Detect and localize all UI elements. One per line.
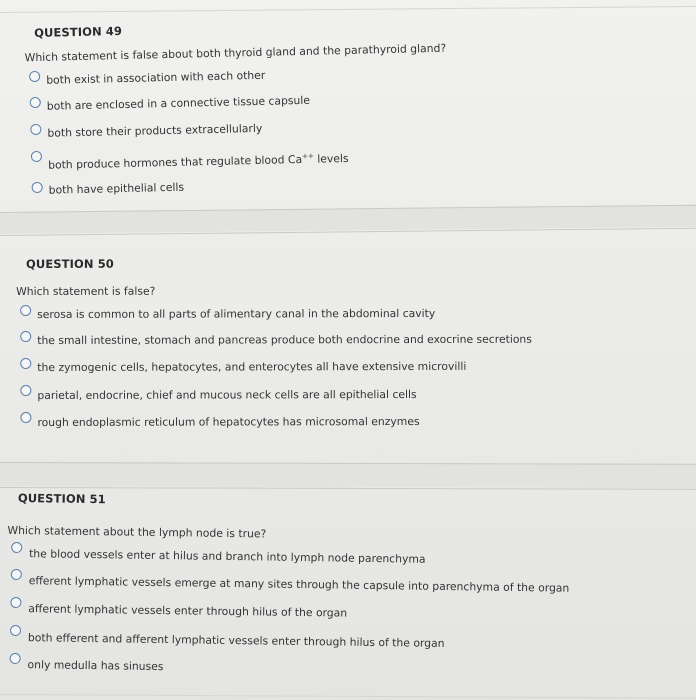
radio-button[interactable]	[20, 305, 31, 316]
radio-button[interactable]	[20, 358, 31, 369]
answer-option[interactable]	[20, 303, 532, 330]
radio-button[interactable]	[20, 412, 31, 423]
answer-text: both have epithelial cells	[48, 180, 185, 197]
answer-text: rough endoplasmic reticulum of hepatocytes has microsomal enzymes	[37, 414, 420, 429]
answer-text: both exist in association with each other	[46, 68, 266, 87]
radio-button[interactable]	[20, 385, 31, 396]
answer-text: both are enclosed in a connective tissue capsule	[46, 93, 311, 113]
question-prompt: Which statement is false?	[16, 284, 156, 299]
top-divider	[0, 6, 696, 13]
question-50	[16, 256, 532, 437]
answer-text: both store their products extracellularly	[47, 121, 263, 140]
radio-button[interactable]	[30, 124, 41, 135]
answer-text: both efferent and afferent lymphatic vessels enter through hilus of the organ	[27, 631, 445, 650]
radio-button[interactable]	[11, 542, 22, 553]
answer-text: the small intestine, stomach and pancreas produce both endocrine and exocrine secretions	[37, 332, 532, 347]
radio-button[interactable]	[29, 71, 40, 82]
answer-text-main: both produce hormones that regulate blood Ca	[48, 152, 303, 172]
answer-text: parietal, endocrine, chief and mucous neck cells are all epithelial cells	[37, 387, 417, 402]
radio-button[interactable]	[11, 569, 22, 580]
answer-text: the blood vessels enter at hilus and branch into lymph node parenchyma	[29, 547, 426, 566]
answer-text: afferent lymphatic vessels enter through hilus of the organ	[28, 602, 348, 620]
question-49	[24, 17, 449, 206]
answer-option[interactable]	[20, 329, 532, 357]
answer-text: efferent lymphatic vessels emerge at many sites through the capsule into parenchyma of the organ	[28, 574, 570, 595]
radio-button[interactable]	[30, 97, 41, 108]
question-title: QUESTION 51	[17, 491, 106, 507]
radio-button[interactable]	[32, 182, 43, 193]
answer-option[interactable]	[20, 356, 532, 384]
separator-band-2	[0, 462, 696, 488]
question-51	[7, 491, 570, 686]
question-prompt: Which statement is false about both thyroid gland and the parathyroid gland?	[24, 41, 447, 65]
answer-text: only medulla has sinuses	[27, 658, 164, 674]
answer-text-suffix: levels	[313, 151, 349, 166]
question-prompt: Which statement about the lymph node is true?	[7, 523, 267, 541]
calcium-superscript: ++	[301, 152, 314, 161]
answer-option[interactable]	[20, 410, 532, 437]
answer-text	[48, 152, 349, 172]
answer-text: the zymogenic cells, hepatocytes, and enterocytes all have extensive microvilli	[37, 359, 467, 374]
radio-button[interactable]	[10, 597, 21, 608]
answer-text: serosa is common to all parts of alimentary canal in the abdominal cavity	[37, 306, 436, 321]
answer-option[interactable]	[20, 383, 532, 411]
question-title: QUESTION 50	[26, 256, 114, 271]
radio-button[interactable]	[10, 625, 21, 636]
radio-button[interactable]	[20, 331, 31, 342]
question-title: QUESTION 49	[34, 24, 123, 40]
radio-button[interactable]	[31, 151, 42, 162]
bottom-divider	[0, 694, 696, 699]
radio-button[interactable]	[10, 653, 21, 664]
